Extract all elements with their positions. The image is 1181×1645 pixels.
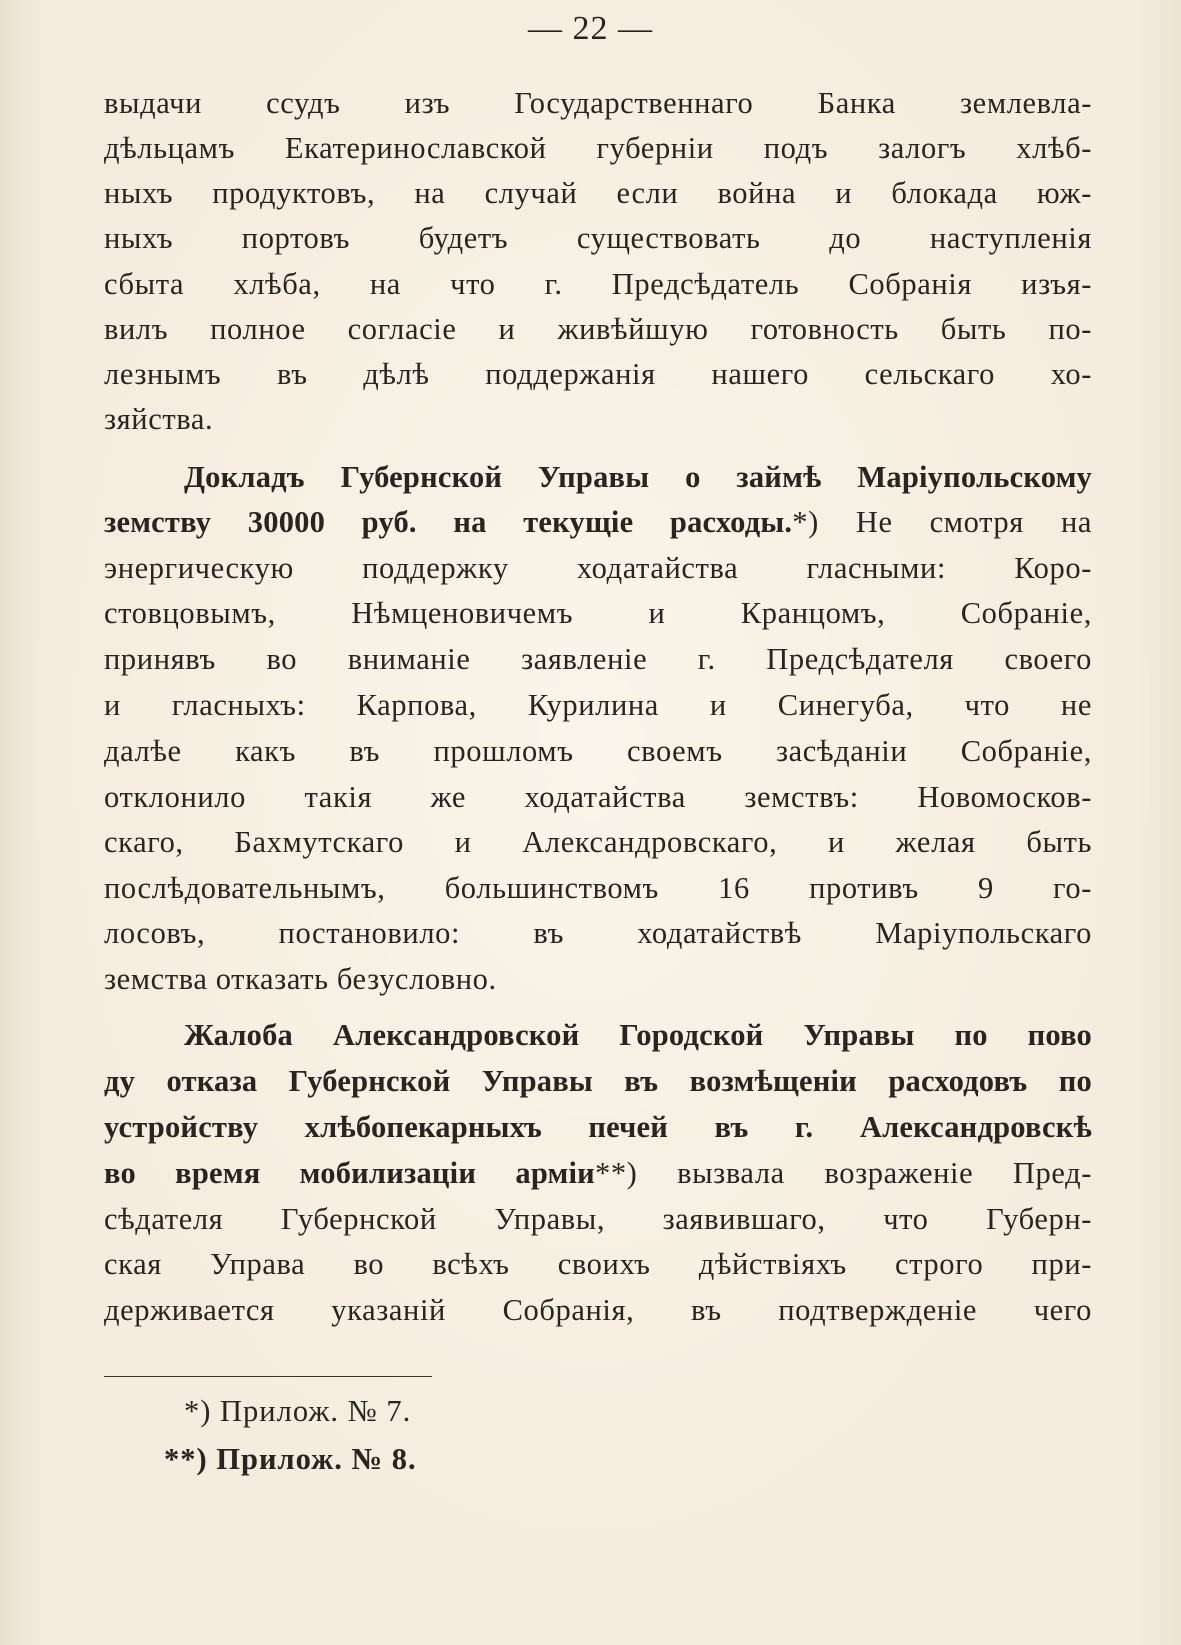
page-number: — 22 — xyxy=(528,10,653,47)
text-line xyxy=(104,400,1092,438)
text-line xyxy=(104,310,1092,348)
text-segment: лезнымъ въ дѣлѣ поддержанія нашего сельскаго хо- xyxy=(104,357,1092,391)
text-segment: принявъ во вниманіе заявленіе г. Предсѣдателя своего xyxy=(104,642,1092,676)
text-segment: сбыта хлѣба, на что г. Предсѣдатель Собранія изъя- xyxy=(104,267,1092,301)
text-segment: держивается указаній Собранія, въ подтвержденіе чего xyxy=(104,1293,1092,1327)
text-segment: послѣдовательнымъ, большинствомъ 16 противъ 9 го- xyxy=(104,871,1092,905)
heading-segment: устройству хлѣбопекарныхъ печей въ г. Александровскѣ xyxy=(104,1110,1092,1144)
text-segment: сѣдателя Губернской Управы, заявившаго, что Губерн- xyxy=(104,1202,1092,1236)
footnote-divider xyxy=(104,1376,432,1377)
text-line xyxy=(104,549,1092,587)
heading-segment: ду отказа Губернской Управы въ возмѣщеніи расходовъ по xyxy=(104,1064,1092,1098)
text-segment: вилъ полное согласіе и живѣйшую готовность быть по- xyxy=(104,312,1092,346)
text-segment: выдачи ссудъ изъ Государственнаго Банка землевла- xyxy=(104,86,1092,120)
text-line xyxy=(104,129,1092,167)
text-line xyxy=(104,823,1092,861)
text-line xyxy=(104,174,1092,212)
text-line xyxy=(104,869,1092,907)
heading-segment: во время мобилизаціи арміи xyxy=(104,1156,595,1190)
text-line xyxy=(104,265,1092,303)
text-segment: лосовъ, постановило: въ ходатайствѣ Маріупольскаго xyxy=(104,916,1092,950)
text-line xyxy=(104,914,1092,952)
text-line xyxy=(104,84,1092,122)
text-segment: скаго, Бахмутскаго и Александровскаго, и желая быть xyxy=(104,825,1092,859)
text-line xyxy=(104,594,1092,632)
text-line xyxy=(104,960,1092,998)
text-segment: ныхъ продуктовъ, на случай если война и блокада юж- xyxy=(104,176,1092,210)
text-segment: дѣльцамъ Екатеринославской губерніи подъ залогъ хлѣб- xyxy=(104,131,1092,165)
text-segment: отклонило такія же ходатайства земствъ: Новомосков- xyxy=(104,780,1092,814)
footnote: **) Прилож. № 8. xyxy=(164,1442,417,1476)
text-line xyxy=(104,355,1092,393)
text-segment: далѣе какъ въ прошломъ своемъ засѣданіи Собраніе, xyxy=(104,734,1092,768)
footnote: *) Прилож. № 7. xyxy=(184,1394,412,1428)
text-line xyxy=(104,219,1092,257)
text-line xyxy=(104,1108,1092,1146)
text-line xyxy=(104,1291,1092,1329)
text-line xyxy=(104,1200,1092,1238)
text-line xyxy=(184,458,1092,496)
text-line xyxy=(104,686,1092,724)
text-segment: **) вызвала возраженіе Пред- xyxy=(594,1156,1092,1190)
text-segment: стовцовымъ, Нѣмценовичемъ и Кранцомъ, Собраніе, xyxy=(104,596,1092,630)
text-line xyxy=(104,503,1092,541)
text-line xyxy=(184,1016,1092,1054)
text-line xyxy=(104,1062,1092,1100)
text-line xyxy=(104,1154,1092,1192)
text-segment: *) Не смотря на xyxy=(792,505,1092,539)
heading-segment: земству 30000 руб. на текущіе расходы. xyxy=(104,505,793,539)
heading-segment: Жалоба Александровской Городской Управы по пово xyxy=(184,1018,1092,1052)
text-segment: земства отказать безусловно. xyxy=(104,962,497,996)
text-line xyxy=(104,732,1092,770)
text-segment: зяйства. xyxy=(104,402,214,436)
heading-segment: Докладъ Губернской Управы о займѣ Маріупольскому xyxy=(184,460,1092,494)
text-line xyxy=(104,778,1092,816)
text-segment: ская Управа во всѣхъ своихъ дѣйствіяхъ строго при- xyxy=(104,1247,1092,1281)
text-segment: энергическую поддержку ходатайства гласными: Коро- xyxy=(104,551,1092,585)
text-segment: и гласныхъ: Карпова, Курилина и Синегуба, что не xyxy=(104,688,1092,722)
text-line xyxy=(104,640,1092,678)
text-line xyxy=(104,1245,1092,1283)
text-segment: ныхъ портовъ будетъ существовать до наступленія xyxy=(104,221,1092,255)
